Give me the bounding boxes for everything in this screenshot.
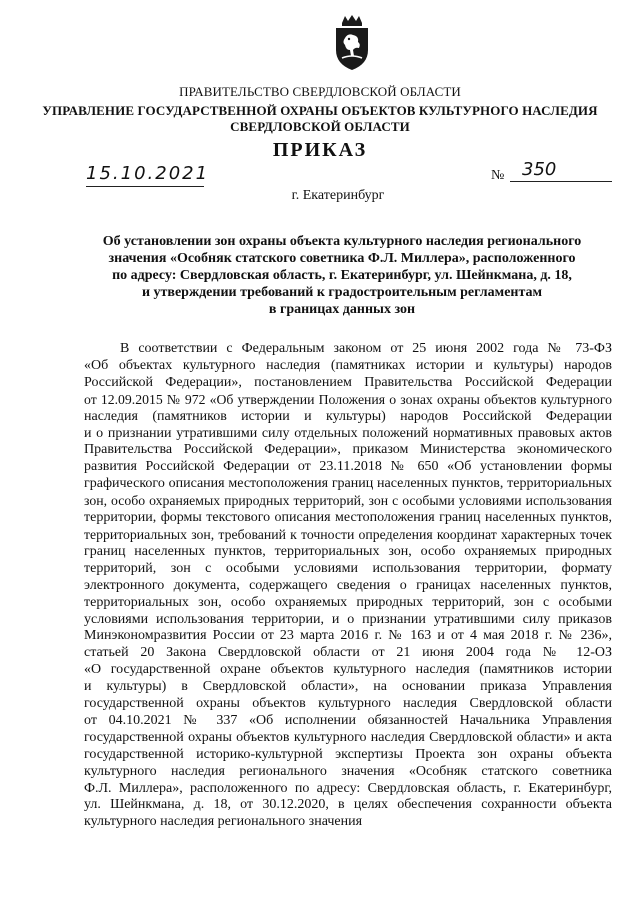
body-line: культурного наследия регионального значения «Особняк статского советника <box>84 763 612 779</box>
order-body-paragraph <box>84 341 612 831</box>
body-line: культурного наследия регионального значения <box>84 814 363 830</box>
body-line: от 04.10.2021 № 337 «Об исполнении обязанностей Начальника Управления <box>84 712 612 728</box>
body-line: Правительства Российской Федерации», приказом Министерства экономического <box>84 442 612 458</box>
body-line: и о признании утратившими силу отдельных положений нормативных правовых актов <box>84 425 612 441</box>
body-line: условиями использования территории, и о признании утратившими силу приказов <box>84 611 612 627</box>
body-line: Российской Федерации», постановлением Правительства Российской Федерации <box>84 374 612 390</box>
body-line: наследия (памятников истории и культуры) народов Российской Федерации <box>84 408 612 424</box>
body-line: ул. Шейнкмана, д. 18, от 30.12.2020, в целях обеспечения сохранности объекта <box>84 797 612 813</box>
order-date: 15.10.2021 <box>86 164 204 187</box>
coat-of-arms-icon <box>328 14 376 72</box>
subject-line: по адресу: Свердловская область, г. Екатеринбург, ул. Шейнкмана, д. 18, <box>112 268 572 283</box>
body-line: электронного документа, содержащего сведения о границах населенных пунктов, <box>84 577 612 593</box>
order-number-label: № <box>491 168 505 183</box>
body-line: «Об объектах культурного наследия (памятниках истории и культуры) народов <box>84 357 612 373</box>
body-line: В соответствии с Федеральным законом от 25 июня 2002 года № 73-ФЗ <box>120 341 612 356</box>
body-line: от 12.09.2015 № 972 «Об утверждении Положения о зонах охраны объектов культурного <box>84 391 612 407</box>
subject-line: в границах данных зон <box>268 302 416 317</box>
department-name-line-2: СВЕРДЛОВСКОЙ ОБЛАСТИ <box>230 119 410 134</box>
body-line: Минэкономразвития России от 23 марта 2016 г. № 163 и от 4 мая 2018 г. № 236», <box>84 628 612 644</box>
body-line: территориальных зон, особо охраняемых природных территорий, зон с особыми <box>84 594 612 610</box>
government-name: ПРАВИТЕЛЬСТВО СВЕРДЛОВСКОЙ ОБЛАСТИ <box>179 84 461 99</box>
order-subject <box>72 233 612 318</box>
order-number: 350 <box>510 160 612 182</box>
document-title: ПРИКАЗ <box>272 139 368 161</box>
body-line: территориальных зон, требований к точности определения координат характерных точек <box>84 526 612 542</box>
body-line: государственной историко-культурной экспертизы Проекта зон охраны объекта <box>84 746 612 762</box>
issue-city: г. Екатеринбург <box>291 188 385 203</box>
body-line: графического описания местоположения границ населенных пунктов, территориальных <box>84 476 612 492</box>
body-line: государственной охраны объектов культурного наследия Свердловской области» и акта <box>84 729 612 745</box>
subject-line: Об установлении зон охраны объекта культурного наследия регионального <box>102 234 582 249</box>
body-line: государственной охраны объектов культурного наследия Свердловской области <box>84 696 612 712</box>
body-line: Ф.Л. Миллера», расположенного по адресу: Свердловская область, г. Екатеринбург, <box>84 780 612 796</box>
subject-line: значения «Особняк статского советника Ф.Л. Миллера», расположенного <box>108 251 576 266</box>
body-line: развития Российской Федерации от 23.11.2018 № 650 «Об установлении формы <box>84 459 612 475</box>
body-line: «О государственной охране объектов культурного наследия (памятников истории <box>84 662 612 678</box>
body-line: и культуры) в Свердловской области», на основании приказа Управления <box>84 679 612 695</box>
body-line: территорий, зон с особыми условиями использования территории, формату <box>84 560 612 576</box>
body-line: зон, особо охраняемых природных территорий, зон с особыми условиями использования <box>84 493 612 509</box>
body-line: территории, формы текстового описания местоположения границ населенных пунктов, <box>84 510 612 526</box>
department-name-line-1: УПРАВЛЕНИЕ ГОСУДАРСТВЕННОЙ ОХРАНЫ ОБЪЕКТОВ КУЛЬТУРНОГО НАСЛЕДИЯ <box>42 103 598 118</box>
body-line: границ населенных пунктов, территориальных зон, особо охраняемых природных <box>84 543 612 559</box>
body-line: статьей 20 Закона Свердловской области от 21 июня 2004 года № 12-ОЗ <box>84 645 612 661</box>
subject-line: и утверждении требований к градостроительным регламентам <box>141 285 543 300</box>
